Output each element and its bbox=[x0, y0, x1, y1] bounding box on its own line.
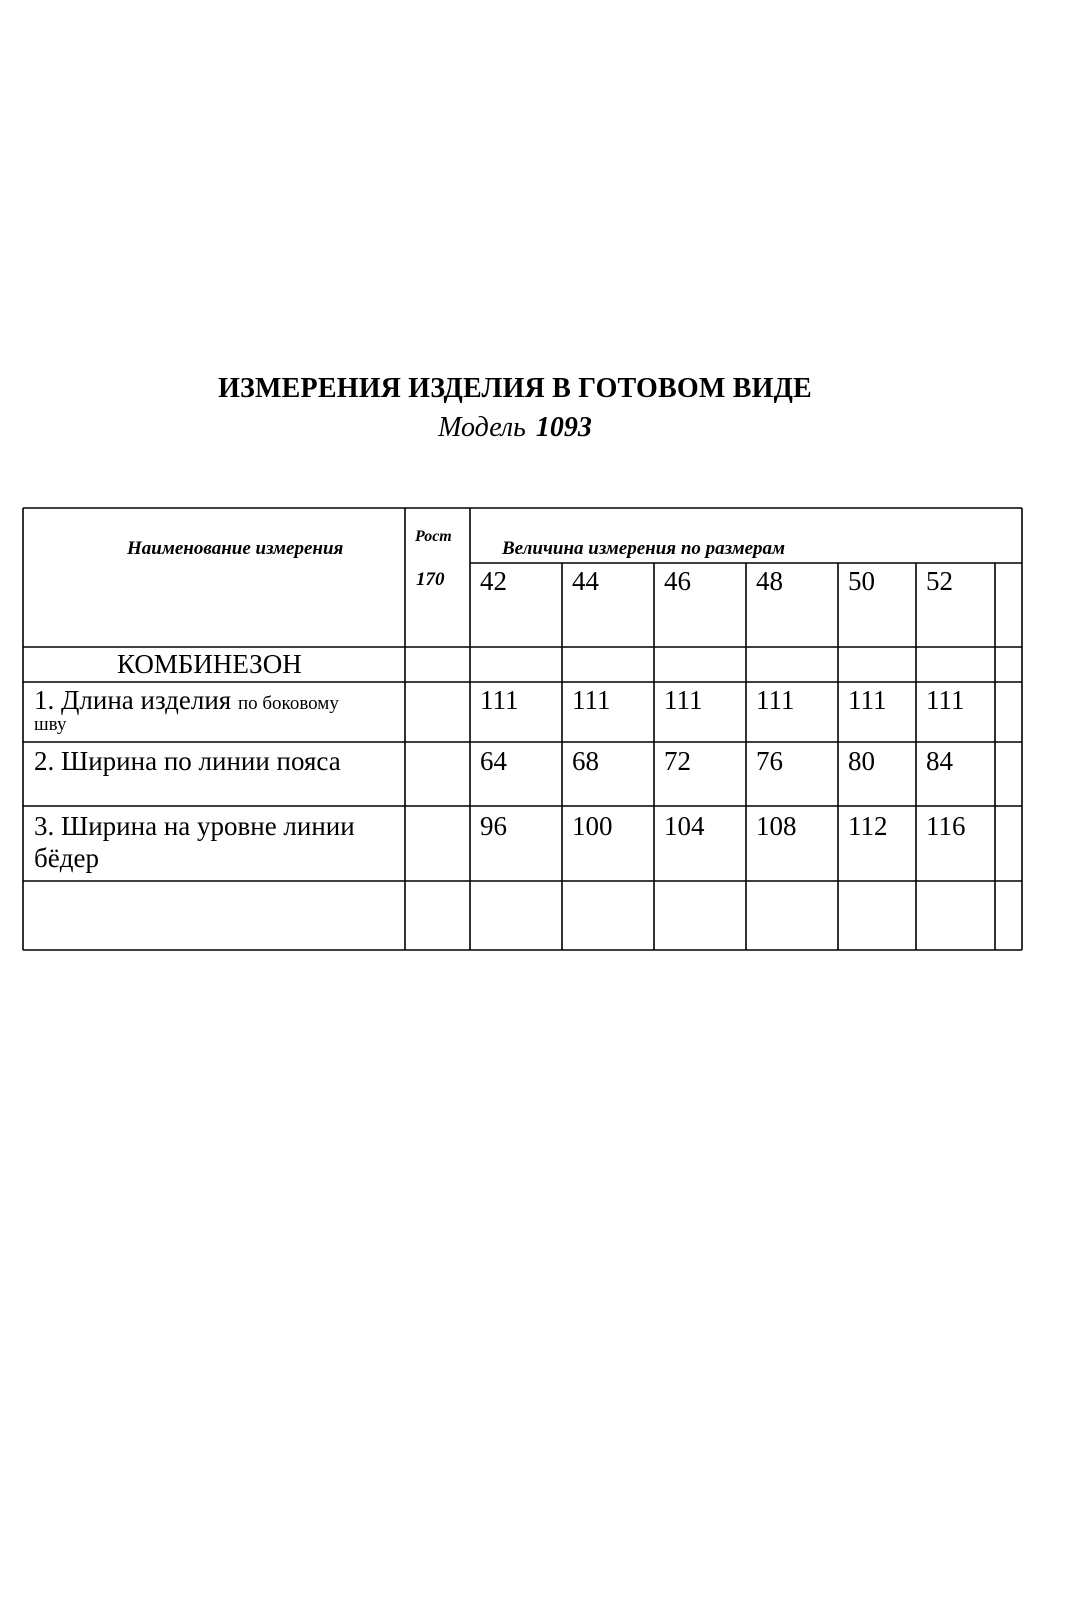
table-cell: 108 bbox=[756, 811, 797, 841]
table-cell: 64 bbox=[480, 746, 507, 776]
section-title: КОМБИНЕЗОН bbox=[117, 649, 302, 679]
table-cell: 104 bbox=[664, 811, 705, 841]
table-cell: 84 bbox=[926, 746, 953, 776]
measurement-name-header: Наименование измерения bbox=[127, 538, 344, 559]
row-1-name-note: по боковому bbox=[237, 693, 339, 714]
table-cell: 111 bbox=[572, 685, 611, 715]
table-cell: 111 bbox=[756, 685, 795, 715]
row-1-name-main: 1. Длина изделия bbox=[34, 685, 232, 715]
table-cell: 80 bbox=[848, 746, 875, 776]
row-1-name-note-2: шву bbox=[34, 714, 67, 735]
sizes-header: Величина измерения по размерам bbox=[502, 538, 786, 559]
table-cell: 111 bbox=[848, 685, 887, 715]
size-header-cell: 44 bbox=[572, 566, 599, 596]
height-value: 170 bbox=[416, 569, 445, 590]
row-3-name-2: бёдер bbox=[34, 843, 99, 873]
table-cell: 76 bbox=[756, 746, 783, 776]
model-label: Модель bbox=[438, 412, 526, 443]
size-header-cell: 46 bbox=[664, 566, 691, 596]
table-cell: 111 bbox=[480, 685, 519, 715]
table-cell: 72 bbox=[664, 746, 691, 776]
table-cell: 111 bbox=[664, 685, 703, 715]
table-cell: 96 bbox=[480, 811, 507, 841]
size-header-cell: 50 bbox=[848, 566, 875, 596]
row-2-name: 2. Ширина по линии пояса bbox=[34, 746, 341, 776]
model-number: 1093 bbox=[535, 412, 592, 443]
table-cell: 111 bbox=[926, 685, 965, 715]
size-header-cell: 48 bbox=[756, 566, 783, 596]
table-cell: 100 bbox=[572, 811, 613, 841]
height-header: Рост bbox=[415, 528, 452, 545]
table-cell: 68 bbox=[572, 746, 599, 776]
table-cell: 112 bbox=[848, 811, 888, 841]
size-header-cell: 42 bbox=[480, 566, 507, 596]
row-1-name bbox=[34, 685, 339, 719]
size-header-cell: 52 bbox=[926, 566, 953, 596]
row-3-name: 3. Ширина на уровне линии bbox=[34, 811, 355, 841]
table-cell: 116 bbox=[926, 811, 966, 841]
document-title: ИЗМЕРЕНИЯ ИЗДЕЛИЯ В ГОТОВОМ ВИДЕ bbox=[218, 373, 812, 404]
